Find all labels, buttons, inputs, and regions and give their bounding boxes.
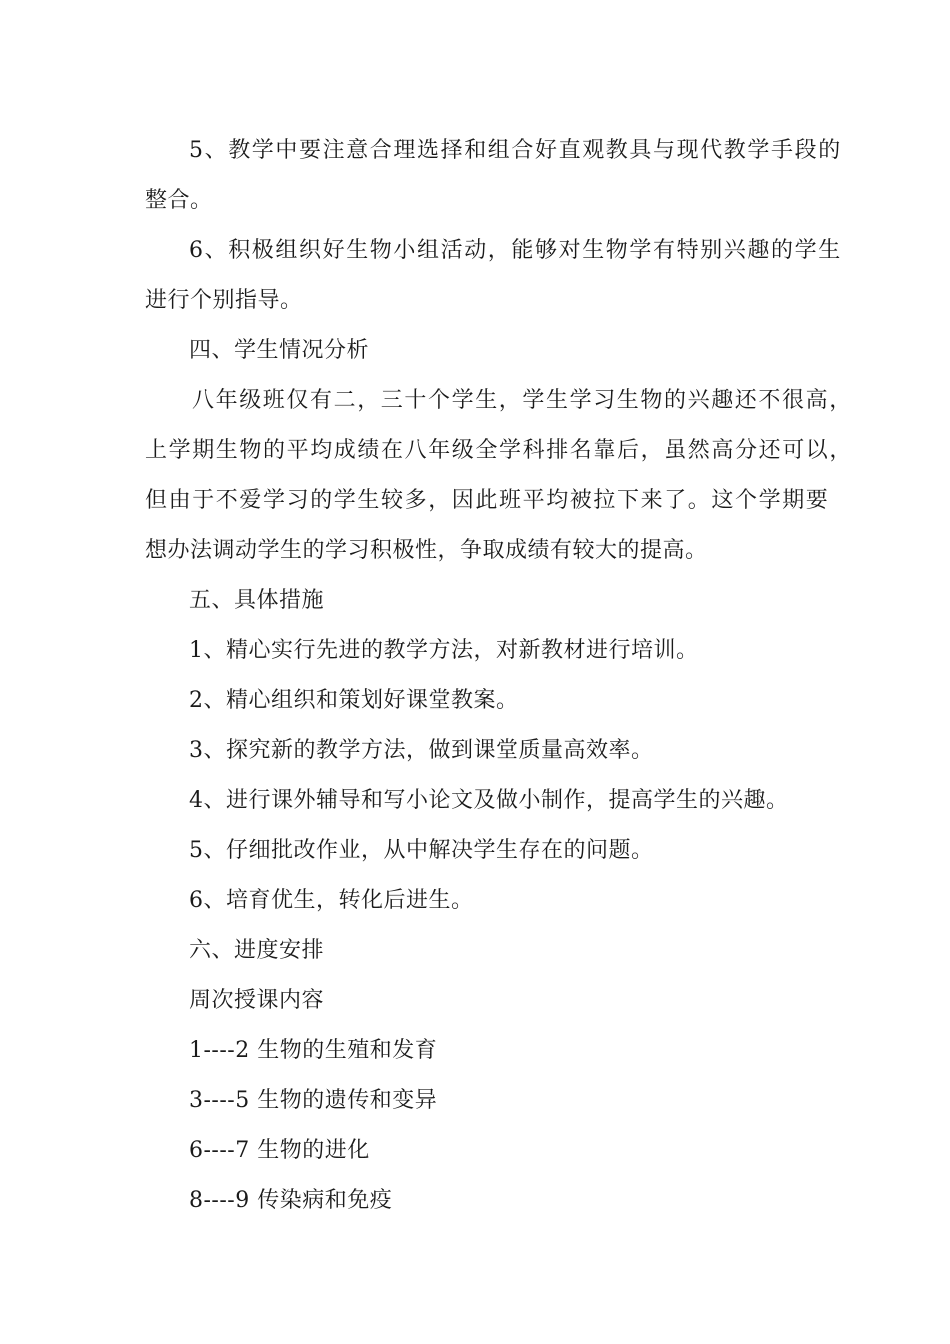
measure-item-5: 5、仔细批改作业，从中解决学生存在的问题。: [189, 838, 654, 863]
measure-item-1: 1、精心实行先进的教学方法，对新教材进行培训。: [189, 638, 699, 663]
analysis-line-1: 八年级班仅有二，三十个学生，学生学习生物的兴趣还不很高，: [192, 388, 853, 413]
analysis-line-3: 但由于不爱学习的学生较多，因此班平均被拉下来了。这个学期要: [145, 488, 830, 513]
paragraph-item-5-line-1: 5、教学中要注意合理选择和组合好直观教具与现代教学手段的: [189, 138, 842, 163]
measure-item-4: 4、进行课外辅导和写小论文及做小制作，提高学生的兴趣。: [189, 788, 789, 813]
schedule-row-3: 6----7 生物的进化: [189, 1138, 370, 1163]
paragraph-item-6-line-2: 进行个别指导。: [145, 288, 303, 313]
schedule-row-2: 3----5 生物的遗传和变异: [189, 1088, 438, 1113]
section-heading-measures: 五、具体措施: [189, 588, 325, 613]
paragraph-item-6-line-1: 6、积极组织好生物小组活动，能够对生物学有特别兴趣的学生: [189, 238, 842, 263]
measure-item-6: 6、培育优生，转化后进生。: [189, 888, 474, 913]
paragraph-item-5-line-2: 整合。: [145, 188, 213, 213]
measure-item-3: 3、探究新的教学方法，做到课堂质量高效率。: [189, 738, 654, 763]
schedule-row-4: 8----9 传染病和免疫: [189, 1188, 393, 1213]
section-heading-schedule: 六、进度安排: [189, 938, 325, 963]
section-heading-student-analysis: 四、学生情况分析: [189, 338, 370, 363]
measure-item-2: 2、精心组织和策划好课堂教案。: [189, 688, 519, 713]
analysis-line-2: 上学期生物的平均成绩在八年级全学科排名靠后，虽然高分还可以，: [145, 438, 854, 463]
analysis-line-4: 想办法调动学生的学习积极性，争取成绩有较大的提高。: [145, 538, 708, 563]
schedule-row-1: 1----2 生物的生殖和发育: [189, 1038, 438, 1063]
schedule-header: 周次授课内容: [189, 988, 325, 1013]
